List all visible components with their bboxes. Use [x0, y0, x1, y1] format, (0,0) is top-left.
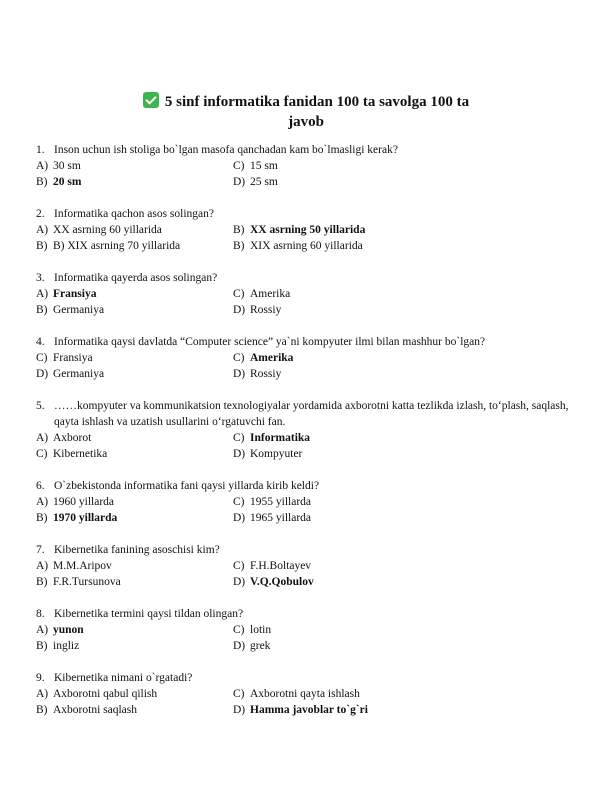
correct-answer-option	[233, 574, 314, 590]
option-row	[36, 702, 596, 718]
question-line	[36, 334, 596, 350]
option-letter: B)	[36, 240, 48, 252]
option-row	[36, 286, 596, 302]
question-text: Kibernetika nimani o`rgatadi?	[54, 672, 193, 684]
option-row	[36, 638, 596, 654]
option-text: Rossiy	[250, 368, 282, 380]
option-letter: A)	[36, 560, 49, 572]
option-row	[36, 558, 596, 574]
answer-option	[36, 366, 233, 382]
answer-option	[36, 302, 233, 318]
option-letter: A)	[36, 224, 49, 236]
option-text: Fransiya	[53, 288, 97, 300]
option-letter: C)	[233, 688, 245, 700]
option-letter: A)	[36, 496, 49, 508]
option-letter: A)	[36, 432, 49, 444]
option-text: 1970 yillarda	[53, 512, 118, 524]
option-letter: D)	[233, 576, 246, 588]
option-letter: D)	[36, 368, 49, 380]
option-text: V.Q.Qobulov	[250, 576, 314, 588]
correct-answer-option	[36, 510, 233, 526]
option-row	[36, 494, 596, 510]
correct-answer-option	[233, 222, 365, 238]
option-row	[36, 174, 596, 190]
option-letter: C)	[233, 560, 245, 572]
option-letter: C)	[36, 448, 48, 460]
answer-option	[233, 238, 363, 254]
answer-option	[36, 686, 233, 702]
question-3	[36, 270, 596, 318]
document-title	[0, 92, 612, 132]
option-letter: A)	[36, 688, 49, 700]
question-number: 2.	[36, 208, 45, 220]
option-row	[36, 222, 596, 238]
option-letter: B)	[36, 704, 48, 716]
option-text: Rossiy	[250, 304, 282, 316]
answer-option	[233, 494, 311, 510]
answer-option	[233, 510, 311, 526]
option-letter: D)	[233, 704, 246, 716]
option-text: XX asrning 50 yillarida	[250, 224, 366, 236]
option-text: grek	[250, 640, 271, 652]
correct-answer-option	[36, 174, 233, 190]
option-row	[36, 686, 596, 702]
question-number: 8.	[36, 608, 45, 620]
correct-answer-option	[36, 622, 233, 638]
answer-option	[36, 494, 233, 510]
option-letter: C)	[36, 352, 48, 364]
option-text: Axborotni qayta ishlash	[250, 688, 360, 700]
option-row	[36, 302, 596, 318]
title-line-1: 5 sinf informatika fanidan 100 ta savolga 100 ta	[164, 94, 470, 110]
option-text: B) XIX asrning 70 yillarida	[53, 240, 181, 252]
check-mark-icon	[143, 92, 159, 108]
question-2	[36, 206, 596, 254]
option-text: ingliz	[53, 640, 80, 652]
question-text: ……kompyuter va kommunikatsion texnologiyalar yordamida axborotni katta tezlikda izlash, to‘plash, saqlash, qayta ishlash va uzatish usullarini o‘rgatuvchi fan.	[54, 400, 569, 428]
question-line	[36, 206, 596, 222]
option-row	[36, 622, 596, 638]
correct-answer-option	[36, 286, 233, 302]
option-text: 15 sm	[250, 160, 278, 172]
answer-option	[233, 302, 281, 318]
option-text: Kompyuter	[250, 448, 303, 460]
answer-option	[233, 686, 360, 702]
question-line	[36, 542, 596, 558]
answer-option	[36, 430, 233, 446]
option-letter: B)	[233, 240, 245, 252]
question-text: Informatika qaysi davlatda “Computer science” ya`ni kompyuter ilmi bilan mashhur bo`lgan?	[54, 336, 486, 348]
answer-option	[36, 446, 233, 462]
question-text: O`zbekistonda informatika fani qaysi yillarda kirib keldi?	[54, 480, 320, 492]
option-row	[36, 238, 596, 254]
option-text: Amerika	[250, 288, 291, 300]
question-text: Kibernetika termini qaysi tildan olingan?	[54, 608, 244, 620]
correct-answer-option	[233, 430, 310, 446]
question-text: Inson uchun ish stoliga bo`lgan masofa qanchadan kam bo`lmasligi kerak?	[54, 144, 398, 156]
question-number: 1.	[36, 144, 45, 156]
option-letter: D)	[233, 304, 246, 316]
answer-option	[36, 702, 233, 718]
question-number: 4.	[36, 336, 45, 348]
question-4	[36, 334, 596, 382]
option-text: Amerika	[250, 352, 294, 364]
option-row	[36, 446, 596, 462]
question-number: 7.	[36, 544, 45, 556]
option-text: Kibernetika	[53, 448, 108, 460]
option-letter: B)	[233, 224, 245, 236]
question-line	[36, 606, 596, 622]
option-letter: B)	[36, 512, 48, 524]
option-letter: B)	[36, 304, 48, 316]
option-letter: A)	[36, 624, 49, 636]
option-row	[36, 430, 596, 446]
option-letter: D)	[233, 448, 246, 460]
question-list	[36, 142, 596, 734]
answer-option	[36, 638, 233, 654]
option-row	[36, 350, 596, 366]
option-text: 1955 yillarda	[250, 496, 311, 508]
answer-option	[233, 622, 271, 638]
option-text: Informatika	[250, 432, 311, 444]
option-letter: B)	[36, 176, 48, 188]
correct-answer-option	[233, 350, 293, 366]
option-letter: C)	[233, 160, 245, 172]
question-number: 6.	[36, 480, 45, 492]
question-text: Informatika qachon asos solingan?	[54, 208, 214, 220]
option-text: 1960 yillarda	[53, 496, 114, 508]
option-letter: A)	[36, 160, 49, 172]
question-line	[36, 270, 596, 286]
question-line	[36, 142, 596, 158]
option-row	[36, 574, 596, 590]
option-letter: B)	[36, 576, 48, 588]
answer-option	[36, 558, 233, 574]
option-letter: C)	[233, 624, 245, 636]
answer-option	[36, 158, 233, 174]
answer-option	[233, 366, 281, 382]
question-6	[36, 478, 596, 526]
option-text: 25 sm	[250, 176, 278, 188]
question-8	[36, 606, 596, 654]
option-text: 30 sm	[53, 160, 81, 172]
question-line	[36, 478, 596, 494]
option-text: XX asrning 60 yillarida	[53, 224, 162, 236]
option-text: lotin	[250, 624, 272, 636]
answer-option	[233, 446, 302, 462]
option-letter: C)	[233, 288, 245, 300]
option-text: Hamma javoblar to`g`ri	[250, 704, 368, 716]
option-letter: C)	[233, 352, 245, 364]
option-text: Germaniya	[53, 304, 105, 316]
question-line	[36, 398, 596, 430]
answer-option	[233, 558, 311, 574]
option-row	[36, 366, 596, 382]
option-text: 20 sm	[53, 176, 82, 188]
option-row	[36, 510, 596, 526]
question-number: 9.	[36, 672, 45, 684]
question-1	[36, 142, 596, 190]
question-text: Kibernetika fanining asoschisi kim?	[54, 544, 220, 556]
option-letter: C)	[233, 496, 245, 508]
option-row	[36, 158, 596, 174]
option-letter: B)	[36, 640, 48, 652]
option-text: 1965 yillarda	[250, 512, 311, 524]
question-line	[36, 670, 596, 686]
option-letter: D)	[233, 512, 246, 524]
option-text: F.R.Tursunova	[53, 576, 121, 588]
question-7	[36, 542, 596, 590]
answer-option	[233, 158, 278, 174]
option-letter: D)	[233, 640, 246, 652]
answer-option	[36, 350, 233, 366]
answer-option	[36, 574, 233, 590]
option-letter: C)	[233, 432, 245, 444]
correct-answer-option	[233, 702, 368, 718]
option-text: Axborot	[53, 432, 92, 444]
question-text: Informatika qayerda asos solingan?	[54, 272, 218, 284]
option-text: Germaniya	[53, 368, 105, 380]
answer-option	[233, 286, 290, 302]
answer-option	[36, 222, 233, 238]
title-line-2: javob	[288, 114, 324, 130]
option-text: F.H.Boltayev	[250, 560, 312, 572]
answer-option	[233, 638, 270, 654]
question-9	[36, 670, 596, 718]
option-text: XIX asrning 60 yillarida	[250, 240, 363, 252]
option-text: Axborotni qabul qilish	[53, 688, 158, 700]
question-number: 5.	[36, 400, 45, 412]
option-text: Fransiya	[53, 352, 93, 364]
option-text: Axborotni saqlash	[53, 704, 138, 716]
option-letter: A)	[36, 288, 49, 300]
answer-option	[36, 238, 233, 254]
question-5	[36, 398, 596, 462]
option-text: yunon	[53, 624, 84, 636]
question-number: 3.	[36, 272, 45, 284]
answer-option	[233, 174, 278, 190]
option-text: M.M.Aripov	[53, 560, 112, 572]
option-letter: D)	[233, 176, 246, 188]
option-letter: D)	[233, 368, 246, 380]
